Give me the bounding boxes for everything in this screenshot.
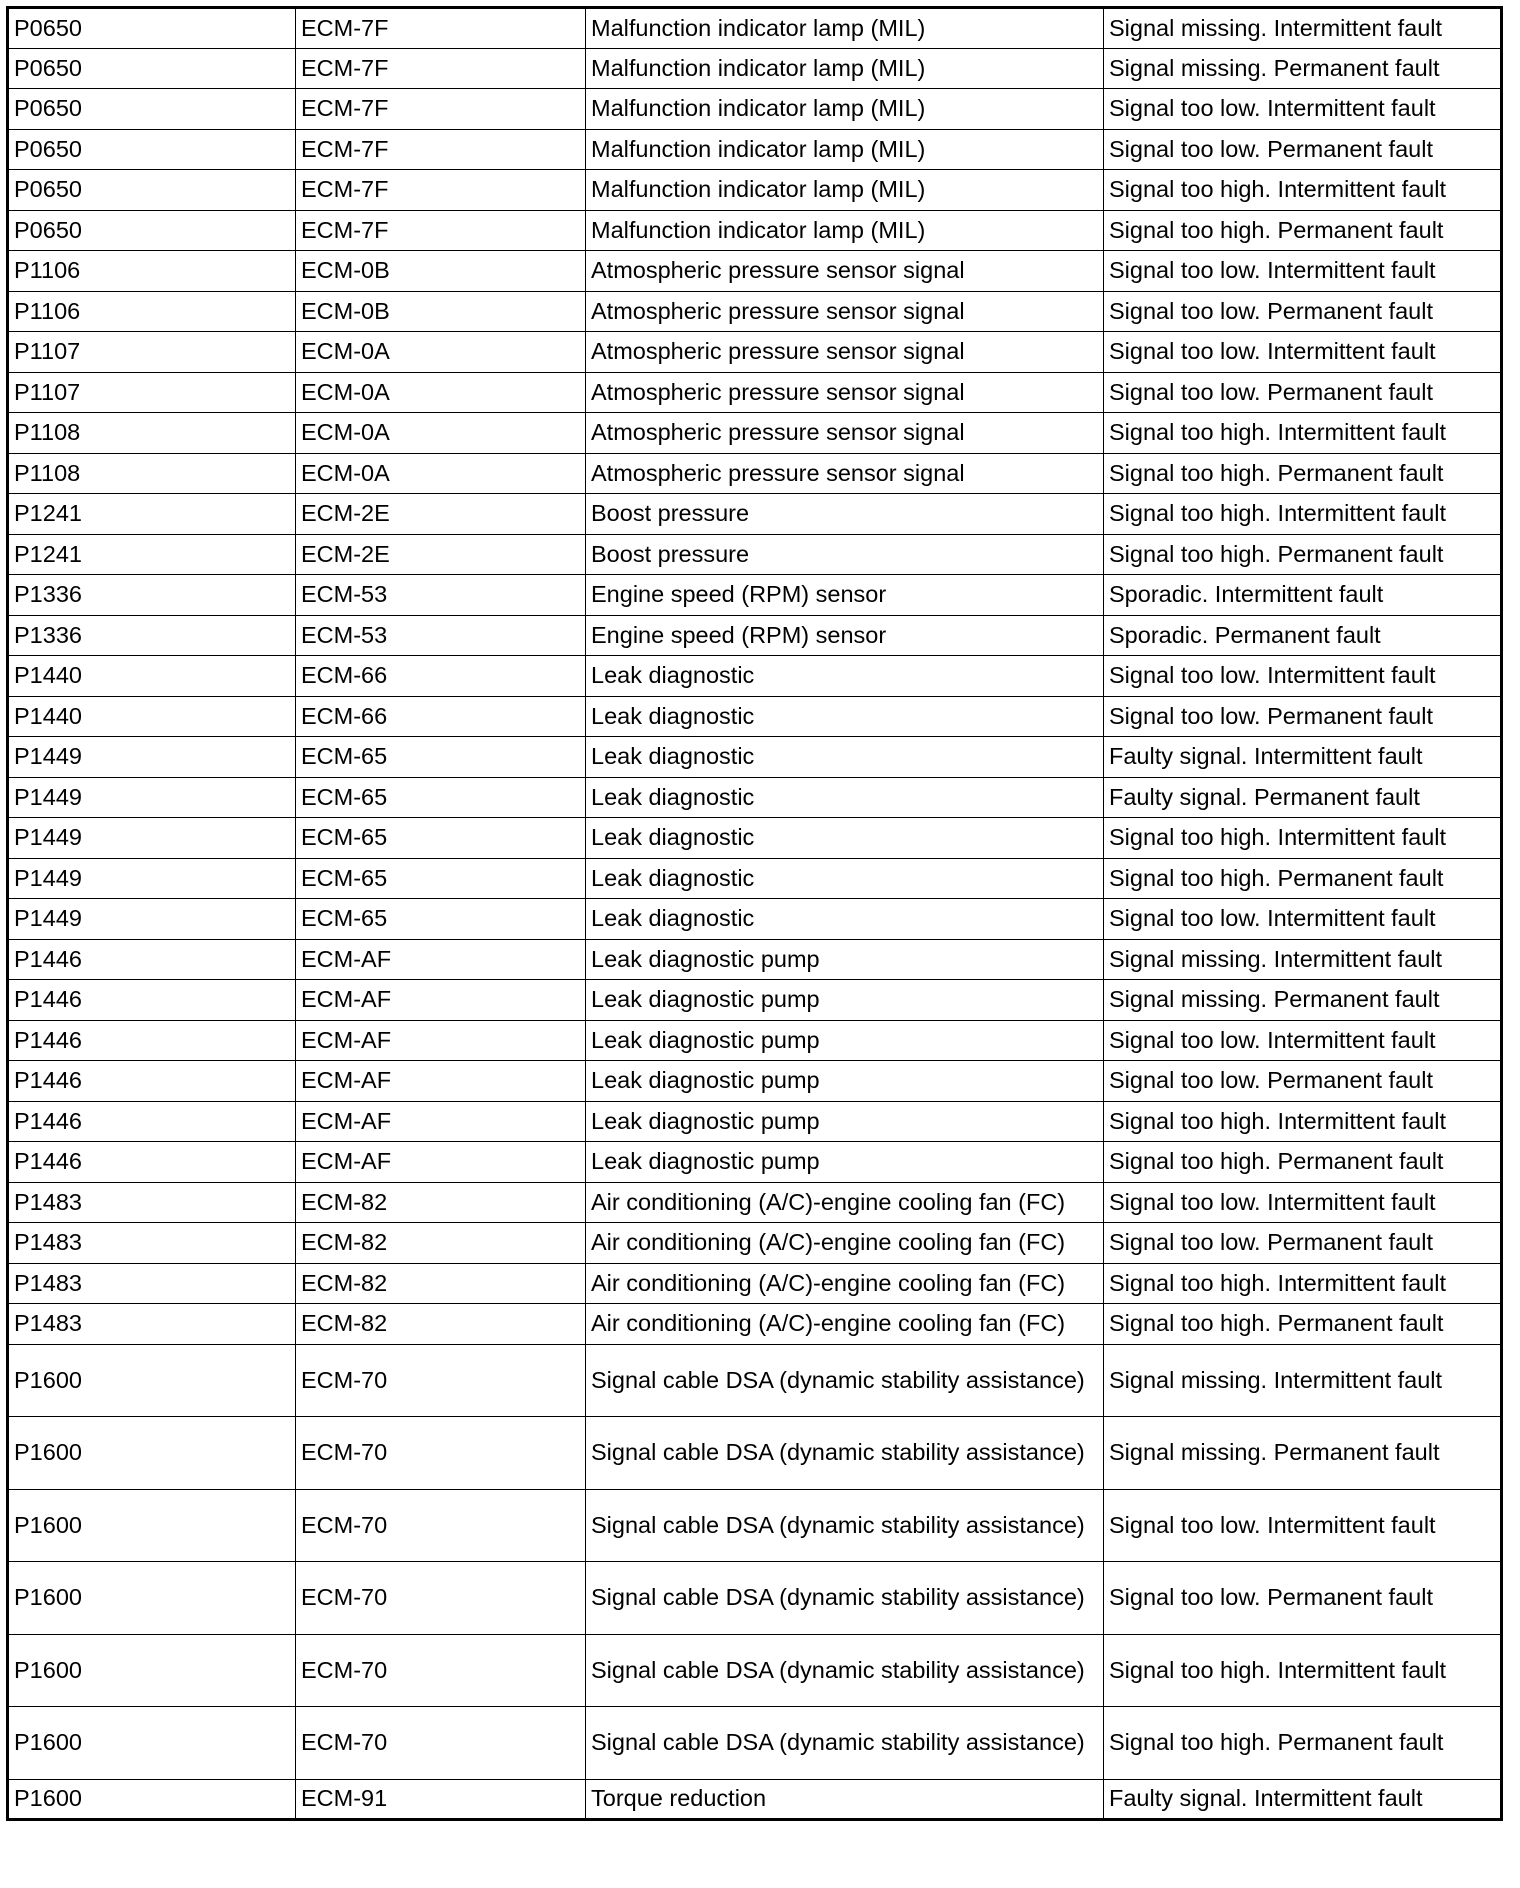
fault-description-cell: Signal too low. Permanent fault xyxy=(1104,372,1502,413)
component-cell: Signal cable DSA (dynamic stability assistance) xyxy=(586,1344,1104,1417)
ecm-code-cell: ECM-65 xyxy=(296,777,586,818)
table-row xyxy=(8,615,1502,656)
fault-description-cell: Signal too low. Intermittent fault xyxy=(1104,1489,1502,1562)
ecm-code-cell: ECM-53 xyxy=(296,575,586,616)
table-row xyxy=(8,1304,1502,1345)
fault-description-cell: Signal too high. Permanent fault xyxy=(1104,534,1502,575)
ecm-code-cell: ECM-0A xyxy=(296,372,586,413)
fault-description-cell: Signal too high. Intermittent fault xyxy=(1104,818,1502,859)
table-row xyxy=(8,1142,1502,1183)
dtc-code-cell: P1600 xyxy=(8,1707,296,1780)
component-cell: Atmospheric pressure sensor signal xyxy=(586,372,1104,413)
fault-description-cell: Faulty signal. Intermittent fault xyxy=(1104,737,1502,778)
fault-description-cell: Sporadic. Permanent fault xyxy=(1104,615,1502,656)
dtc-code-cell: P1446 xyxy=(8,1101,296,1142)
fault-description-cell: Signal too low. Intermittent fault xyxy=(1104,251,1502,292)
component-cell: Air conditioning (A/C)-engine cooling fan (FC) xyxy=(586,1223,1104,1264)
fault-description-cell: Signal too low. Permanent fault xyxy=(1104,291,1502,332)
component-cell: Atmospheric pressure sensor signal xyxy=(586,332,1104,373)
fault-description-cell: Signal too high. Permanent fault xyxy=(1104,1142,1502,1183)
fault-description-cell: Signal too high. Intermittent fault xyxy=(1104,170,1502,211)
fault-description-cell: Signal too high. Permanent fault xyxy=(1104,1304,1502,1345)
fault-description-cell: Signal too low. Permanent fault xyxy=(1104,129,1502,170)
component-cell: Leak diagnostic pump xyxy=(586,1101,1104,1142)
dtc-code-cell: P1241 xyxy=(8,494,296,535)
fault-description-cell: Signal too high. Intermittent fault xyxy=(1104,413,1502,454)
fault-description-cell: Signal too high. Intermittent fault xyxy=(1104,1634,1502,1707)
component-cell: Leak diagnostic xyxy=(586,656,1104,697)
dtc-code-cell: P1446 xyxy=(8,1020,296,1061)
component-cell: Malfunction indicator lamp (MIL) xyxy=(586,210,1104,251)
fault-description-cell: Sporadic. Intermittent fault xyxy=(1104,575,1502,616)
fault-description-cell: Signal missing. Intermittent fault xyxy=(1104,939,1502,980)
table-row xyxy=(8,1634,1502,1707)
fault-description-cell: Signal too low. Intermittent fault xyxy=(1104,1182,1502,1223)
dtc-code-cell: P0650 xyxy=(8,8,296,49)
table-row xyxy=(8,494,1502,535)
component-cell: Signal cable DSA (dynamic stability assistance) xyxy=(586,1707,1104,1780)
component-cell: Leak diagnostic pump xyxy=(586,1142,1104,1183)
dtc-code-cell: P0650 xyxy=(8,129,296,170)
dtc-code-cell: P1449 xyxy=(8,899,296,940)
dtc-code-cell: P1107 xyxy=(8,332,296,373)
table-row xyxy=(8,453,1502,494)
fault-description-cell: Signal too high. Intermittent fault xyxy=(1104,1101,1502,1142)
dtc-code-cell: P1600 xyxy=(8,1779,296,1820)
table-row xyxy=(8,413,1502,454)
ecm-code-cell: ECM-53 xyxy=(296,615,586,656)
dtc-code-cell: P0650 xyxy=(8,48,296,89)
table-row xyxy=(8,1779,1502,1820)
dtc-table-body xyxy=(8,8,1502,1820)
fault-description-cell: Signal too low. Intermittent fault xyxy=(1104,332,1502,373)
component-cell: Leak diagnostic xyxy=(586,899,1104,940)
fault-description-cell: Signal too low. Intermittent fault xyxy=(1104,656,1502,697)
ecm-code-cell: ECM-AF xyxy=(296,1101,586,1142)
ecm-code-cell: ECM-70 xyxy=(296,1344,586,1417)
table-row xyxy=(8,1344,1502,1417)
fault-description-cell: Signal too low. Intermittent fault xyxy=(1104,1020,1502,1061)
table-row xyxy=(8,737,1502,778)
dtc-code-cell: P1449 xyxy=(8,858,296,899)
dtc-code-cell: P1107 xyxy=(8,372,296,413)
component-cell: Leak diagnostic xyxy=(586,858,1104,899)
ecm-code-cell: ECM-65 xyxy=(296,858,586,899)
component-cell: Malfunction indicator lamp (MIL) xyxy=(586,48,1104,89)
ecm-code-cell: ECM-0A xyxy=(296,453,586,494)
fault-description-cell: Signal too high. Permanent fault xyxy=(1104,858,1502,899)
component-cell: Signal cable DSA (dynamic stability assistance) xyxy=(586,1489,1104,1562)
component-cell: Leak diagnostic pump xyxy=(586,1020,1104,1061)
dtc-code-cell: P1106 xyxy=(8,291,296,332)
ecm-code-cell: ECM-AF xyxy=(296,1061,586,1102)
dtc-code-cell: P1449 xyxy=(8,818,296,859)
ecm-code-cell: ECM-82 xyxy=(296,1263,586,1304)
ecm-code-cell: ECM-65 xyxy=(296,737,586,778)
dtc-code-cell: P0650 xyxy=(8,210,296,251)
component-cell: Malfunction indicator lamp (MIL) xyxy=(586,89,1104,130)
ecm-code-cell: ECM-2E xyxy=(296,494,586,535)
dtc-code-cell: P1600 xyxy=(8,1489,296,1562)
fault-description-cell: Signal too high. Permanent fault xyxy=(1104,210,1502,251)
ecm-code-cell: ECM-0B xyxy=(296,251,586,292)
fault-description-cell: Signal too low. Permanent fault xyxy=(1104,696,1502,737)
component-cell: Torque reduction xyxy=(586,1779,1104,1820)
ecm-code-cell: ECM-70 xyxy=(296,1634,586,1707)
ecm-code-cell: ECM-0A xyxy=(296,413,586,454)
dtc-code-cell: P1241 xyxy=(8,534,296,575)
table-row xyxy=(8,1223,1502,1264)
fault-description-cell: Signal too low. Permanent fault xyxy=(1104,1061,1502,1102)
dtc-code-cell: P1440 xyxy=(8,656,296,697)
dtc-code-cell: P1600 xyxy=(8,1417,296,1490)
dtc-code-cell: P1446 xyxy=(8,939,296,980)
dtc-table xyxy=(6,6,1503,1821)
ecm-code-cell: ECM-7F xyxy=(296,170,586,211)
ecm-code-cell: ECM-AF xyxy=(296,1020,586,1061)
dtc-code-cell: P1600 xyxy=(8,1344,296,1417)
table-row xyxy=(8,777,1502,818)
table-row xyxy=(8,980,1502,1021)
table-row xyxy=(8,332,1502,373)
component-cell: Malfunction indicator lamp (MIL) xyxy=(586,170,1104,211)
fault-description-cell: Signal too high. Intermittent fault xyxy=(1104,494,1502,535)
dtc-code-cell: P1108 xyxy=(8,453,296,494)
table-row xyxy=(8,291,1502,332)
ecm-code-cell: ECM-7F xyxy=(296,89,586,130)
ecm-code-cell: ECM-70 xyxy=(296,1707,586,1780)
component-cell: Malfunction indicator lamp (MIL) xyxy=(586,8,1104,49)
dtc-code-cell: P1600 xyxy=(8,1562,296,1635)
table-row xyxy=(8,899,1502,940)
table-row xyxy=(8,1061,1502,1102)
table-row xyxy=(8,372,1502,413)
dtc-code-cell: P1106 xyxy=(8,251,296,292)
component-cell: Atmospheric pressure sensor signal xyxy=(586,453,1104,494)
table-row xyxy=(8,1101,1502,1142)
dtc-code-cell: P1483 xyxy=(8,1182,296,1223)
table-row xyxy=(8,210,1502,251)
ecm-code-cell: ECM-AF xyxy=(296,1142,586,1183)
table-row xyxy=(8,534,1502,575)
table-row xyxy=(8,939,1502,980)
ecm-code-cell: ECM-7F xyxy=(296,8,586,49)
dtc-code-cell: P1336 xyxy=(8,615,296,656)
fault-description-cell: Signal too high. Permanent fault xyxy=(1104,453,1502,494)
component-cell: Air conditioning (A/C)-engine cooling fan (FC) xyxy=(586,1263,1104,1304)
ecm-code-cell: ECM-82 xyxy=(296,1304,586,1345)
dtc-code-cell: P1446 xyxy=(8,1061,296,1102)
table-row xyxy=(8,656,1502,697)
table-row xyxy=(8,818,1502,859)
fault-description-cell: Faulty signal. Permanent fault xyxy=(1104,777,1502,818)
ecm-code-cell: ECM-82 xyxy=(296,1182,586,1223)
fault-description-cell: Signal too low. Intermittent fault xyxy=(1104,89,1502,130)
dtc-code-cell: P1600 xyxy=(8,1634,296,1707)
ecm-code-cell: ECM-0B xyxy=(296,291,586,332)
table-row xyxy=(8,48,1502,89)
fault-description-cell: Signal too low. Intermittent fault xyxy=(1104,899,1502,940)
component-cell: Signal cable DSA (dynamic stability assistance) xyxy=(586,1417,1104,1490)
table-row xyxy=(8,170,1502,211)
table-row xyxy=(8,1263,1502,1304)
dtc-code-cell: P1483 xyxy=(8,1263,296,1304)
component-cell: Signal cable DSA (dynamic stability assistance) xyxy=(586,1562,1104,1635)
component-cell: Leak diagnostic pump xyxy=(586,1061,1104,1102)
table-row xyxy=(8,1020,1502,1061)
component-cell: Engine speed (RPM) sensor xyxy=(586,615,1104,656)
dtc-code-cell: P1449 xyxy=(8,737,296,778)
component-cell: Leak diagnostic xyxy=(586,777,1104,818)
component-cell: Atmospheric pressure sensor signal xyxy=(586,413,1104,454)
component-cell: Atmospheric pressure sensor signal xyxy=(586,291,1104,332)
ecm-code-cell: ECM-0A xyxy=(296,332,586,373)
fault-description-cell: Signal missing. Permanent fault xyxy=(1104,48,1502,89)
ecm-code-cell: ECM-70 xyxy=(296,1489,586,1562)
ecm-code-cell: ECM-66 xyxy=(296,696,586,737)
table-row xyxy=(8,696,1502,737)
dtc-code-cell: P1483 xyxy=(8,1304,296,1345)
ecm-code-cell: ECM-7F xyxy=(296,210,586,251)
table-row xyxy=(8,858,1502,899)
component-cell: Leak diagnostic pump xyxy=(586,939,1104,980)
component-cell: Malfunction indicator lamp (MIL) xyxy=(586,129,1104,170)
ecm-code-cell: ECM-91 xyxy=(296,1779,586,1820)
component-cell: Leak diagnostic xyxy=(586,818,1104,859)
component-cell: Atmospheric pressure sensor signal xyxy=(586,251,1104,292)
ecm-code-cell: ECM-65 xyxy=(296,899,586,940)
fault-description-cell: Signal too low. Permanent fault xyxy=(1104,1223,1502,1264)
table-row xyxy=(8,1489,1502,1562)
dtc-code-cell: P1449 xyxy=(8,777,296,818)
component-cell: Signal cable DSA (dynamic stability assistance) xyxy=(586,1634,1104,1707)
dtc-code-cell: P1483 xyxy=(8,1223,296,1264)
component-cell: Leak diagnostic pump xyxy=(586,980,1104,1021)
component-cell: Air conditioning (A/C)-engine cooling fan (FC) xyxy=(586,1304,1104,1345)
table-row xyxy=(8,1707,1502,1780)
table-row xyxy=(8,1417,1502,1490)
component-cell: Engine speed (RPM) sensor xyxy=(586,575,1104,616)
ecm-code-cell: ECM-AF xyxy=(296,980,586,1021)
fault-description-cell: Signal too high. Intermittent fault xyxy=(1104,1263,1502,1304)
ecm-code-cell: ECM-7F xyxy=(296,129,586,170)
fault-description-cell: Signal missing. Intermittent fault xyxy=(1104,8,1502,49)
ecm-code-cell: ECM-65 xyxy=(296,818,586,859)
dtc-code-cell: P1446 xyxy=(8,1142,296,1183)
dtc-code-cell: P0650 xyxy=(8,170,296,211)
ecm-code-cell: ECM-2E xyxy=(296,534,586,575)
ecm-code-cell: ECM-7F xyxy=(296,48,586,89)
component-cell: Boost pressure xyxy=(586,534,1104,575)
dtc-code-cell: P1440 xyxy=(8,696,296,737)
dtc-code-cell: P0650 xyxy=(8,89,296,130)
table-row xyxy=(8,1562,1502,1635)
table-row xyxy=(8,1182,1502,1223)
fault-description-cell: Signal missing. Permanent fault xyxy=(1104,1417,1502,1490)
ecm-code-cell: ECM-82 xyxy=(296,1223,586,1264)
table-row xyxy=(8,575,1502,616)
ecm-code-cell: ECM-66 xyxy=(296,656,586,697)
dtc-code-cell: P1446 xyxy=(8,980,296,1021)
component-cell: Leak diagnostic xyxy=(586,737,1104,778)
table-row xyxy=(8,8,1502,49)
ecm-code-cell: ECM-70 xyxy=(296,1417,586,1490)
fault-description-cell: Signal too low. Permanent fault xyxy=(1104,1562,1502,1635)
dtc-code-cell: P1108 xyxy=(8,413,296,454)
component-cell: Boost pressure xyxy=(586,494,1104,535)
dtc-code-cell: P1336 xyxy=(8,575,296,616)
table-row xyxy=(8,89,1502,130)
table-row xyxy=(8,129,1502,170)
table-row xyxy=(8,251,1502,292)
component-cell: Leak diagnostic xyxy=(586,696,1104,737)
fault-description-cell: Signal missing. Permanent fault xyxy=(1104,980,1502,1021)
fault-description-cell: Signal missing. Intermittent fault xyxy=(1104,1344,1502,1417)
component-cell: Air conditioning (A/C)-engine cooling fan (FC) xyxy=(586,1182,1104,1223)
ecm-code-cell: ECM-AF xyxy=(296,939,586,980)
fault-description-cell: Faulty signal. Intermittent fault xyxy=(1104,1779,1502,1820)
fault-description-cell: Signal too high. Permanent fault xyxy=(1104,1707,1502,1780)
ecm-code-cell: ECM-70 xyxy=(296,1562,586,1635)
